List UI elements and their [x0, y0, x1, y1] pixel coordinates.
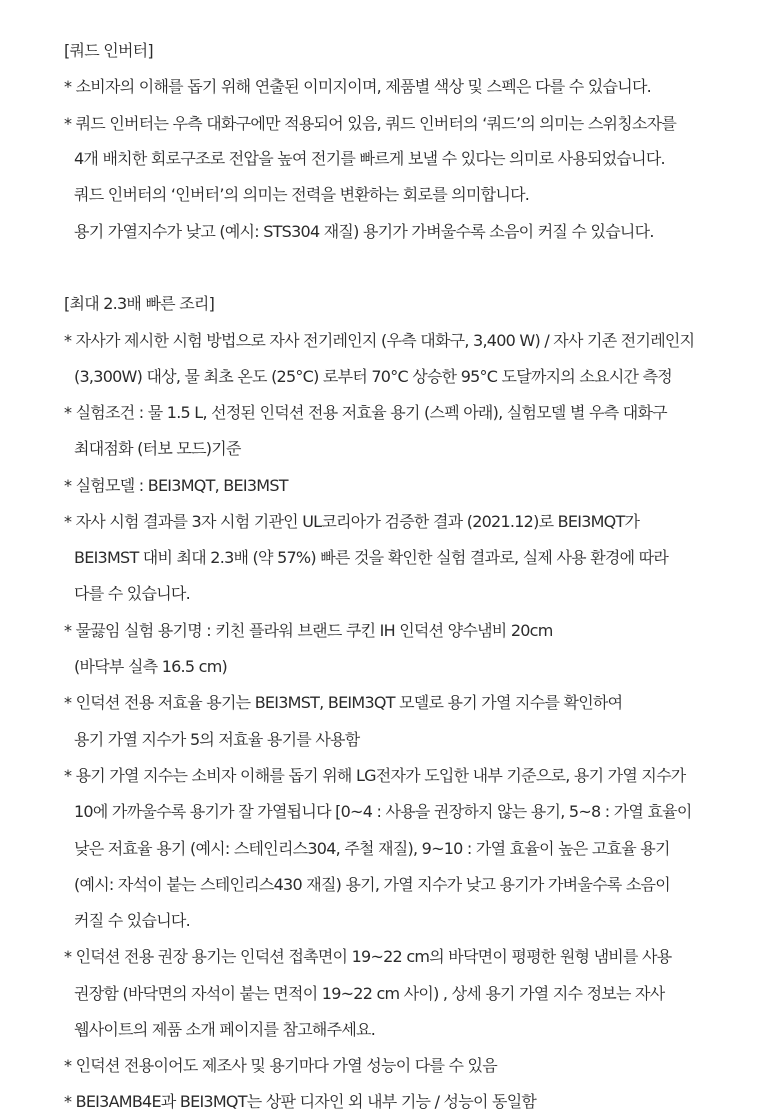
note-line: 웹사이트의 제품 소개 페이지를 참고해주세요.	[74, 1020, 376, 1039]
note-line: 용기 가열지수가 낮고 (예시: STS304 재질) 용기가 가벼울수록 소음이 커질 수 있습니다.	[74, 222, 654, 241]
note-line: * BEI3AMB4E과 BEI3MQT는 상판 디자인 외 내부 기능 / 성능이 동일함	[64, 1092, 537, 1111]
note-line: 쿼드 인버터의 ‘인버터’의 의미는 전력을 변환하는 회로를 의미합니다.	[74, 185, 530, 204]
note-line: (3,300W) 대상, 물 최초 온도 (25°C) 로부터 70°C 상승한 95°C 도달까지의 소요시간 측정	[74, 367, 672, 386]
note-line: * 물끓임 실험 용기명 : 키친 플라워 브랜드 쿠킨 IH 인덕션 양수냄비 20cm	[64, 621, 553, 640]
note-line: * 실험조건 : 물 1.5 L, 선정된 인덕션 전용 저효율 용기 (스펙 아래), 실험모델 별 우측 대화구	[64, 403, 667, 422]
section-heading-quad-inverter: [쿼드 인버터]	[64, 41, 153, 60]
note-line: 낮은 저효율 용기 (예시: 스테인리스304, 주철 재질), 9~10 : 가열 효율이 높은 고효율 용기	[74, 839, 670, 858]
note-line: (예시: 자석이 붙는 스테인리스430 재질) 용기, 가열 지수가 낮고 용기가 가벼울수록 소음이	[74, 875, 670, 894]
note-line: (바닥부 실측 16.5 cm)	[74, 657, 228, 676]
note-line: * 자사가 제시한 시험 방법으로 자사 전기레인지 (우측 대화구, 3,400 W) / 자사 기존 전기레인지	[64, 331, 695, 350]
note-line: * 용기 가열 지수는 소비자 이해를 돕기 위해 LG전자가 도입한 내부 기준으로, 용기 가열 지수가	[64, 766, 686, 785]
note-line: 10에 가까울수록 용기가 잘 가열됩니다 [0~4 : 사용을 권장하지 않는 용기, 5~8 : 가열 효율이	[74, 802, 692, 821]
note-line: 다를 수 있습니다.	[74, 584, 190, 603]
note-line: * 쿼드 인버터는 우측 대화구에만 적용되어 있음, 쿼드 인버터의 ‘쿼드’의 의미는 스위칭소자를	[64, 114, 677, 133]
note-line: 커질 수 있습니다.	[74, 911, 190, 930]
note-line: BEI3MST 대비 최대 2.3배 (약 57%) 빠른 것을 확인한 실험 결과로, 실제 사용 환경에 따라	[74, 548, 669, 567]
note-line: 최대점화 (터보 모드)기준	[74, 439, 241, 458]
note-line: 용기 가열 지수가 5의 저효율 용기를 사용함	[74, 730, 360, 749]
note-line: 권장함 (바닥면의 자석이 붙는 면적이 19~22 cm 사이) , 상세 용기 가열 지수 정보는 자사	[74, 984, 665, 1003]
note-line: * 인덕션 전용이어도 제조사 및 용기마다 가열 성능이 다를 수 있음	[64, 1056, 497, 1075]
note-line: * 인덕션 전용 저효율 용기는 BEI3MST, BEIM3QT 모델로 용기 가열 지수를 확인하여	[64, 693, 623, 712]
note-line: * 자사 시험 결과를 3자 시험 기관인 UL코리아가 검증한 결과 (2021.12)로 BEI3MQT가	[64, 512, 640, 531]
section-heading-fast-cooking: [최대 2.3배 빠른 조리]	[64, 294, 215, 313]
note-line: * 실험모델 : BEI3MQT, BEI3MST	[64, 476, 288, 495]
note-line: * 인덕션 전용 권장 용기는 인덕션 접촉면이 19~22 cm의 바닥면이 평평한 원형 냄비를 사용	[64, 947, 672, 966]
note-line: 4개 배치한 회로구조로 전압을 높여 전기를 빠르게 보낼 수 있다는 의미로 사용되었습니다.	[74, 149, 665, 168]
note-line: * 소비자의 이해를 돕기 위해 연출된 이미지이며, 제품별 색상 및 스펙은 다를 수 있습니다.	[64, 77, 651, 96]
